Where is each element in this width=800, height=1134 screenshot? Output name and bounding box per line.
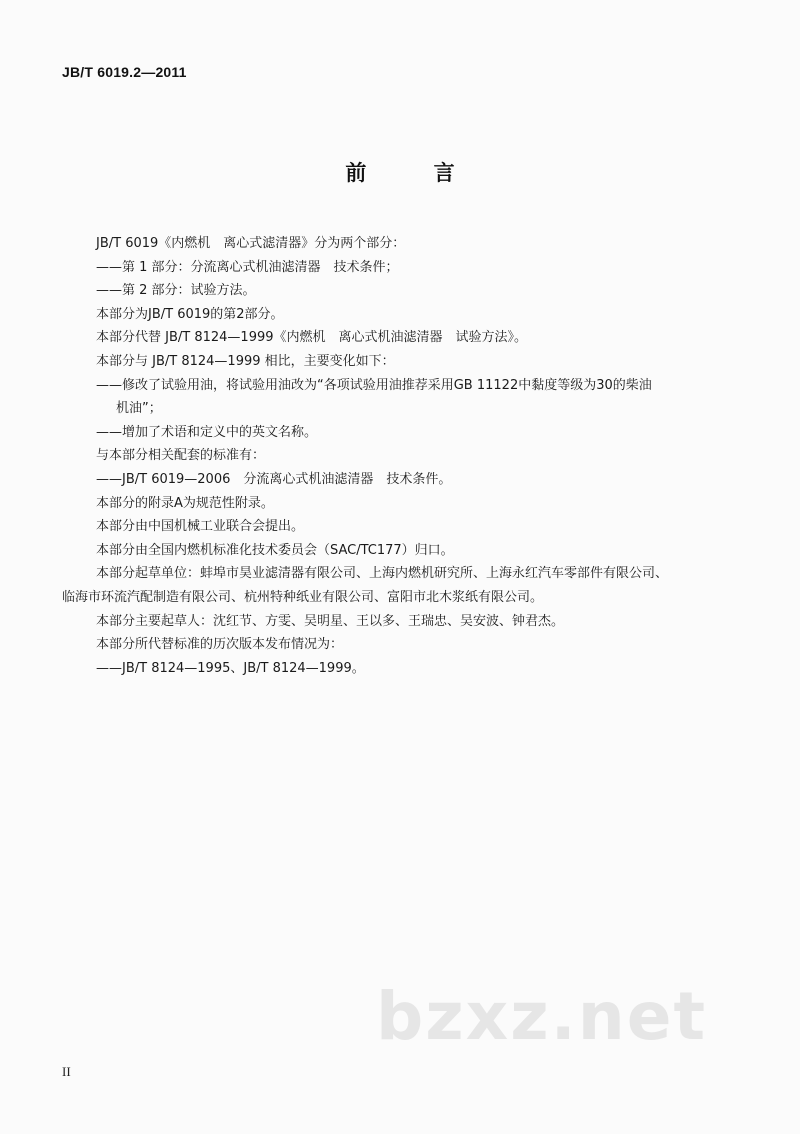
list-item: ——第 1 部分：分流离心式机油滤清器 技术条件； <box>96 259 399 275</box>
paragraph: 本部分的附录A为规范性附录。 <box>96 495 274 511</box>
page-number: II <box>62 1064 71 1079</box>
list-item: ——增加了术语和定义中的英文名称。 <box>96 424 318 440</box>
paragraph-continuation: 临海市环流汽配制造有限公司、杭州特种纸业有限公司、富阳市北木浆纸有限公司。 <box>62 589 544 605</box>
paragraph: 与本部分相关配套的标准有： <box>96 448 266 464</box>
foreword-body <box>62 232 756 680</box>
list-item: ——JB/T 8124—1995、JB/T 8124—1999。 <box>96 660 365 676</box>
paragraph: 本部分主要起草人：沈红节、方雯、吴明星、王以多、王瑞忠、吴安波、钟君杰。 <box>96 613 565 629</box>
standard-number: JB/T 6019.2—2011 <box>62 64 187 80</box>
paragraph: 本部分为JB/T 6019的第2部分。 <box>96 306 284 322</box>
paragraph: 本部分起草单位：蚌埠市昊业滤清器有限公司、上海内燃机研究所、上海永红汽车零部件有限公司、 <box>96 566 669 582</box>
paragraph: 本部分与 JB/T 8124—1999 相比，主要变化如下： <box>96 353 395 369</box>
paragraph: JB/T 6019《内燃机 离心式滤清器》分为两个部分： <box>96 236 406 251</box>
list-item: ——修改了试验用油，将试验用油改为“各项试验用油推荐采用GB 11122中黏度等级为30的柴油 <box>96 377 652 393</box>
paragraph: 本部分所代替标准的历次版本发布情况为： <box>96 637 344 653</box>
paragraph: 本部分代替 JB/T 8124—1999《内燃机 离心式机油滤清器 试验方法》。 <box>96 330 528 346</box>
list-item-continuation: 机油”； <box>116 401 162 417</box>
section-title: 前 言 <box>345 161 485 185</box>
paragraph: 本部分由全国内燃机标准化技术委员会（SAC/TC177）归口。 <box>96 542 454 558</box>
list-item: ——第 2 部分：试验方法。 <box>96 283 256 299</box>
watermark: bzxz.net <box>376 978 708 1055</box>
paragraph: 本部分由中国机械工业联合会提出。 <box>96 519 305 535</box>
list-item: ——JB/T 6019—2006 分流离心式机油滤清器 技术条件。 <box>96 471 452 487</box>
